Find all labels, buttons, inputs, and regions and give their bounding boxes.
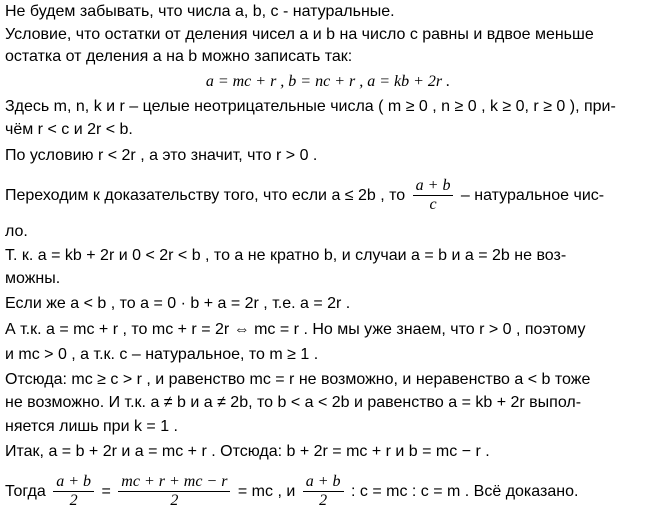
text-line-10: Т. к. a = kb + 2r и 0 < 2r < b , то a не кратно b, и случаи a = b и a = 2b не воз- xyxy=(5,247,567,264)
fraction-numerator: a + b xyxy=(413,177,454,196)
text-line-15: Отсюда: mc ≥ c > r , и равенство mc = r не возможно, и неравенство a < b тоже xyxy=(5,371,591,388)
fraction-a-plus-b-over-c xyxy=(413,177,454,214)
proof-text-before: Переходим к доказательству того, что если a ≤ 2b , то xyxy=(5,187,406,204)
fraction-denominator: c xyxy=(429,196,437,214)
text-line-7: По условию r < 2r , а это значит, что r > 0 . xyxy=(5,147,318,164)
text-line-11: можны. xyxy=(5,270,61,287)
proof-statement-line xyxy=(5,174,604,218)
text-line-13: А т.к. a = mc + r , то mc + r = 2r ⇔ mc = r . Но мы уже знаем, что r > 0 , поэтому xyxy=(5,321,586,338)
fraction-sum-over-2 xyxy=(118,473,230,510)
conclusion-text-4: : c = mc : c = m . Всё доказано. xyxy=(350,483,579,500)
text-line-16: не возможно. И т.к. a ≠ b и a ≠ 2b, то b < a < 2b и равенство a = kb + 2r выпол- xyxy=(5,394,582,411)
text-line-5: Здесь m, n, k и r – целые неотрицательные числа ( m ≥ 0 , n ≥ 0 , k ≥ 0, r ≥ 0 ), при- xyxy=(5,98,616,115)
text-line-1: Не будем забывать, что числа a, b, c - натуральные. xyxy=(5,3,395,20)
fraction-numerator: a + b xyxy=(53,473,94,492)
fraction-a-plus-b-over-2 xyxy=(53,473,94,510)
fraction-numerator: mc + r + mc − r xyxy=(118,473,230,492)
text-line-14: и mc > 0 , а т.к. c – натуральное, то m ≥ 1 . xyxy=(5,346,319,363)
text-line-18: Итак, a = b + 2r и a = mc + r . Отсюда: b + 2r = mc + r и b = mc − r . xyxy=(5,443,490,460)
equation-line: a = mc + r , b = nc + r , a = kb + 2r . xyxy=(205,73,451,90)
fraction-numerator: a + b xyxy=(303,473,344,492)
text-line-17: няется лишь при k = 1 . xyxy=(5,418,178,435)
text-line-3: остатка от деления a на b можно записать так: xyxy=(5,48,353,65)
fraction-denominator: 2 xyxy=(170,492,179,510)
fraction-denominator: 2 xyxy=(69,492,78,510)
conclusion-text-2: = xyxy=(101,483,111,500)
text-line-12: Если же a < b , то a = 0 · b + a = 2r , т.е. a = 2r . xyxy=(5,295,351,312)
fraction-denominator: 2 xyxy=(319,492,328,510)
conclusion-text-1: Тогда xyxy=(5,483,46,500)
conclusion-line xyxy=(5,470,578,514)
text-line-2: Условие, что остатки от деления чисел a и b на число c равны и вдвое меньше xyxy=(5,26,594,43)
conclusion-text-3: = mc , и xyxy=(237,483,296,500)
text-line-6: чём r < c и 2r < b. xyxy=(5,121,133,138)
proof-text-after: – натуральное чис- xyxy=(460,187,605,204)
text-line-9: ло. xyxy=(5,223,28,240)
fraction-a-plus-b-over-2-second xyxy=(303,473,344,510)
